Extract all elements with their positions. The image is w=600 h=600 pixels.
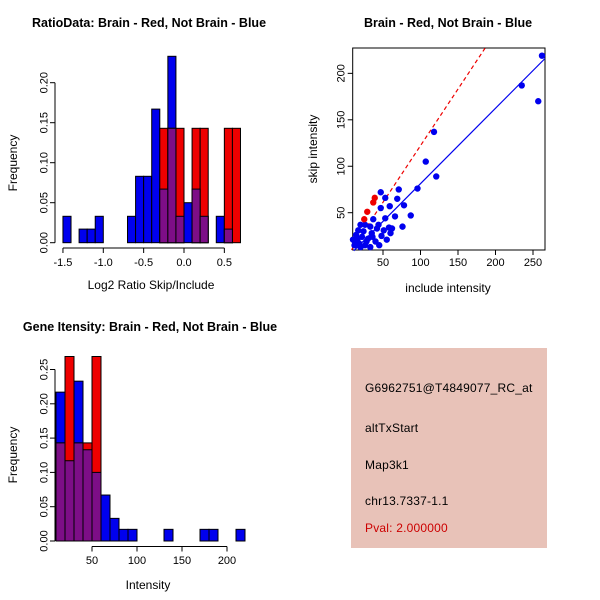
- svg-text:100: 100: [335, 157, 348, 176]
- svg-text:0.05: 0.05: [38, 191, 51, 214]
- not-brain-fit-line: [354, 58, 545, 250]
- ratio-hist-bars: [63, 56, 241, 242]
- probe-id-text: G6962751@T4849077_RC_at: [365, 381, 533, 395]
- event-type-text: altTxStart: [365, 421, 419, 435]
- svg-text:-1.0: -1.0: [93, 257, 113, 269]
- ratio-hist-group: [39, 56, 241, 269]
- svg-text:0.05: 0.05: [38, 495, 51, 518]
- gene-name-text: Map3k1: [365, 458, 409, 472]
- ratio-hist-ylabel: Frequency: [6, 134, 20, 192]
- svg-text:0.20: 0.20: [38, 71, 51, 94]
- locus-text: chr13.7337-1.1: [365, 494, 449, 508]
- svg-text:150: 150: [172, 555, 192, 567]
- svg-text:0.20: 0.20: [38, 393, 51, 415]
- svg-text:0.5: 0.5: [216, 257, 232, 269]
- svg-text:200: 200: [217, 555, 237, 567]
- svg-text:0.10: 0.10: [38, 151, 51, 174]
- scatter-group: [336, 48, 546, 269]
- gene-hist-title: Gene Itensity: Brain - Red, Not Brain - Blue: [22, 320, 278, 334]
- gene-hist-xlabel: Intensity: [125, 578, 171, 592]
- svg-text:100: 100: [411, 257, 430, 269]
- gene-hist-ylabel: Frequency: [6, 426, 20, 484]
- svg-text:150: 150: [448, 257, 468, 269]
- svg-text:-1.5: -1.5: [53, 257, 73, 269]
- gene-hist-bars: [56, 357, 245, 542]
- scatter-xlabel: include intensity: [405, 281, 491, 295]
- ratio-hist-xlabel: Log2 Ratio Skip/Include: [87, 278, 215, 292]
- fit-lines: [352, 48, 546, 251]
- svg-text:200: 200: [335, 64, 348, 83]
- not-brain-points: [350, 52, 545, 250]
- svg-text:50: 50: [376, 257, 390, 269]
- gene-info-panel: [351, 348, 547, 548]
- svg-text:150: 150: [335, 110, 348, 129]
- pval-text: Pval: 2.000000: [365, 521, 448, 535]
- scatter-title: Brain - Red, Not Brain - Blue: [363, 16, 533, 30]
- svg-text:200: 200: [486, 257, 505, 269]
- svg-text:250: 250: [523, 257, 543, 269]
- svg-text:100: 100: [127, 555, 147, 567]
- svg-text:0.00: 0.00: [38, 231, 51, 254]
- svg-text:-0.5: -0.5: [134, 257, 154, 269]
- svg-text:0.10: 0.10: [38, 461, 51, 484]
- svg-text:0.0: 0.0: [176, 257, 192, 269]
- svg-text:0.25: 0.25: [38, 358, 51, 381]
- svg-text:0.00: 0.00: [38, 530, 51, 552]
- svg-text:50: 50: [335, 206, 348, 219]
- svg-text:0.15: 0.15: [38, 427, 51, 449]
- svg-text:50: 50: [85, 555, 99, 567]
- gene-hist-group: [39, 357, 246, 568]
- ratio-hist-title: RatioData: Brain - Red, Not Brain - Blue: [31, 16, 267, 30]
- svg-text:0.15: 0.15: [38, 111, 51, 134]
- scatter-ylabel: skip intensity: [306, 114, 320, 184]
